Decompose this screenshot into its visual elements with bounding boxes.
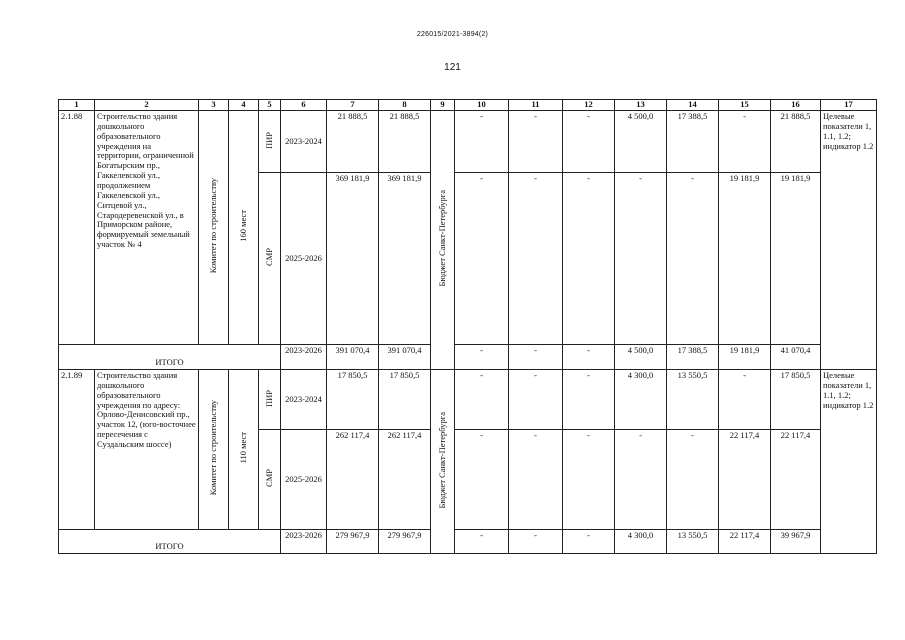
value-cell: - [509, 111, 563, 173]
customer-label: Комитет по строительству [207, 400, 218, 496]
program-table [58, 99, 877, 554]
header-cell: 11 [509, 100, 563, 111]
years-cell: 2023-2026 [281, 345, 327, 370]
value-cell: 4 500,0 [615, 345, 667, 370]
stage-cell [259, 111, 281, 173]
header-cell: 17 [821, 100, 877, 111]
customer-label: Комитет по строительству [207, 178, 218, 274]
value-cell: 13 550,5 [667, 370, 719, 430]
total-label: ИТОГО [59, 345, 281, 370]
value-cell: 41 070,4 [771, 345, 821, 370]
value-cell: - [563, 111, 615, 173]
header-cell: 8 [379, 100, 431, 111]
value-cell: - [455, 111, 509, 173]
value-cell: - [719, 111, 771, 173]
value-cell: 39 967,9 [771, 530, 821, 554]
value-cell: - [455, 530, 509, 554]
value-cell: - [509, 173, 563, 345]
header-row [59, 100, 877, 111]
value-cell: 21 888,5 [327, 111, 379, 173]
value-cell: 4 300,0 [615, 370, 667, 430]
header-cell: 1 [59, 100, 95, 111]
years-cell: 2023-2024 [281, 370, 327, 430]
value-cell: 17 388,5 [667, 111, 719, 173]
value-cell: 21 888,5 [379, 111, 431, 173]
capacity-cell [229, 370, 259, 530]
value-cell: 22 117,4 [719, 430, 771, 530]
value-cell: - [563, 173, 615, 345]
stage-label: ПИР [263, 389, 274, 407]
stage-label: СМР [263, 248, 274, 267]
total-row [59, 530, 877, 554]
object-name: Строительство здания дошкольного образовательного учреждения на территории, ограниченной Богатырским пр., Гаккелевской ул., продолжением Гаккелевской ул., Ситцевой ул., Стародеревенской ул., в Приморском районе, формируемый земельный участок № 4 [95, 111, 199, 345]
years-cell: 2023-2026 [281, 530, 327, 554]
header-cell: 2 [95, 100, 199, 111]
value-cell: - [455, 430, 509, 530]
value-cell: 262 117,4 [379, 430, 431, 530]
value-cell: - [667, 173, 719, 345]
value-cell: - [615, 430, 667, 530]
header-cell: 4 [229, 100, 259, 111]
value-cell: 17 850,5 [327, 370, 379, 430]
page-number: 121 [444, 62, 461, 73]
value-cell: - [509, 345, 563, 370]
item-number: 2.1.88 [59, 111, 95, 345]
customer-cell [199, 111, 229, 345]
header-cell: 7 [327, 100, 379, 111]
stage-label: СМР [263, 469, 274, 488]
value-cell: 19 181,9 [771, 173, 821, 345]
value-cell: - [509, 530, 563, 554]
value-cell: 4 300,0 [615, 530, 667, 554]
value-cell: 279 967,9 [327, 530, 379, 554]
value-cell: - [455, 173, 509, 345]
value-cell: - [455, 370, 509, 430]
value-cell: - [563, 345, 615, 370]
value-cell: - [509, 370, 563, 430]
value-cell: - [563, 370, 615, 430]
capacity-label: 160 мест [237, 210, 248, 242]
years-cell: 2025-2026 [281, 430, 327, 530]
budget-cell [431, 370, 455, 554]
capacity-label: 110 мест [237, 432, 248, 464]
value-cell: 17 850,5 [771, 370, 821, 430]
indicators-cell: Целевые показатели 1, 1.1, 1.2; индикатор 1.2 [821, 370, 877, 554]
value-cell: 4 500,0 [615, 111, 667, 173]
stage-cell [259, 370, 281, 430]
value-cell: 13 550,5 [667, 530, 719, 554]
value-cell: - [509, 430, 563, 530]
budget-label: Бюджет Санкт-Петербурга [436, 190, 447, 287]
table-row [59, 370, 877, 430]
stage-label: ПИР [263, 131, 274, 149]
value-cell: - [615, 173, 667, 345]
value-cell: 22 117,4 [771, 430, 821, 530]
header-cell: 12 [563, 100, 615, 111]
value-cell: 19 181,9 [719, 345, 771, 370]
value-cell: 369 181,9 [379, 173, 431, 345]
value-cell: - [455, 345, 509, 370]
total-label: ИТОГО [59, 530, 281, 554]
value-cell: - [563, 530, 615, 554]
value-cell: - [667, 430, 719, 530]
value-cell: 21 888,5 [771, 111, 821, 173]
years-cell: 2023-2024 [281, 111, 327, 173]
value-cell: 262 117,4 [327, 430, 379, 530]
stage-cell [259, 173, 281, 345]
budget-cell [431, 111, 455, 370]
total-row [59, 345, 877, 370]
header-cell: 16 [771, 100, 821, 111]
value-cell: 279 967,9 [379, 530, 431, 554]
value-cell: 391 070,4 [327, 345, 379, 370]
budget-label: Бюджет Санкт-Петербурга [436, 411, 447, 509]
value-cell: 17 850,5 [379, 370, 431, 430]
header-cell: 13 [615, 100, 667, 111]
customer-cell [199, 370, 229, 530]
value-cell: 22 117,4 [719, 530, 771, 554]
value-cell: - [719, 370, 771, 430]
table-row [59, 111, 877, 173]
capacity-cell [229, 111, 259, 345]
value-cell: 19 181,9 [719, 173, 771, 345]
stage-cell [259, 430, 281, 530]
header-cell: 6 [281, 100, 327, 111]
value-cell: 391 070,4 [379, 345, 431, 370]
value-cell: - [563, 430, 615, 530]
document-id: 226015/2021-3894(2) [416, 31, 489, 38]
header-cell: 3 [199, 100, 229, 111]
value-cell: 369 181,9 [327, 173, 379, 345]
header-cell: 9 [431, 100, 455, 111]
header-cell: 10 [455, 100, 509, 111]
value-cell: 17 388,5 [667, 345, 719, 370]
item-number: 2.1.89 [59, 370, 95, 530]
years-cell: 2025-2026 [281, 173, 327, 345]
header-cell: 14 [667, 100, 719, 111]
header-cell: 5 [259, 100, 281, 111]
object-name: Строительство здания дошкольного образовательного учреждения по адресу: Орлово-Денисовский пр., участок 12, (юго-восточнее пересечения с Суздальским шоссе) [95, 370, 199, 530]
indicators-cell: Целевые показатели 1, 1.1, 1.2; индикатор 1.2 [821, 111, 877, 370]
header-cell: 15 [719, 100, 771, 111]
